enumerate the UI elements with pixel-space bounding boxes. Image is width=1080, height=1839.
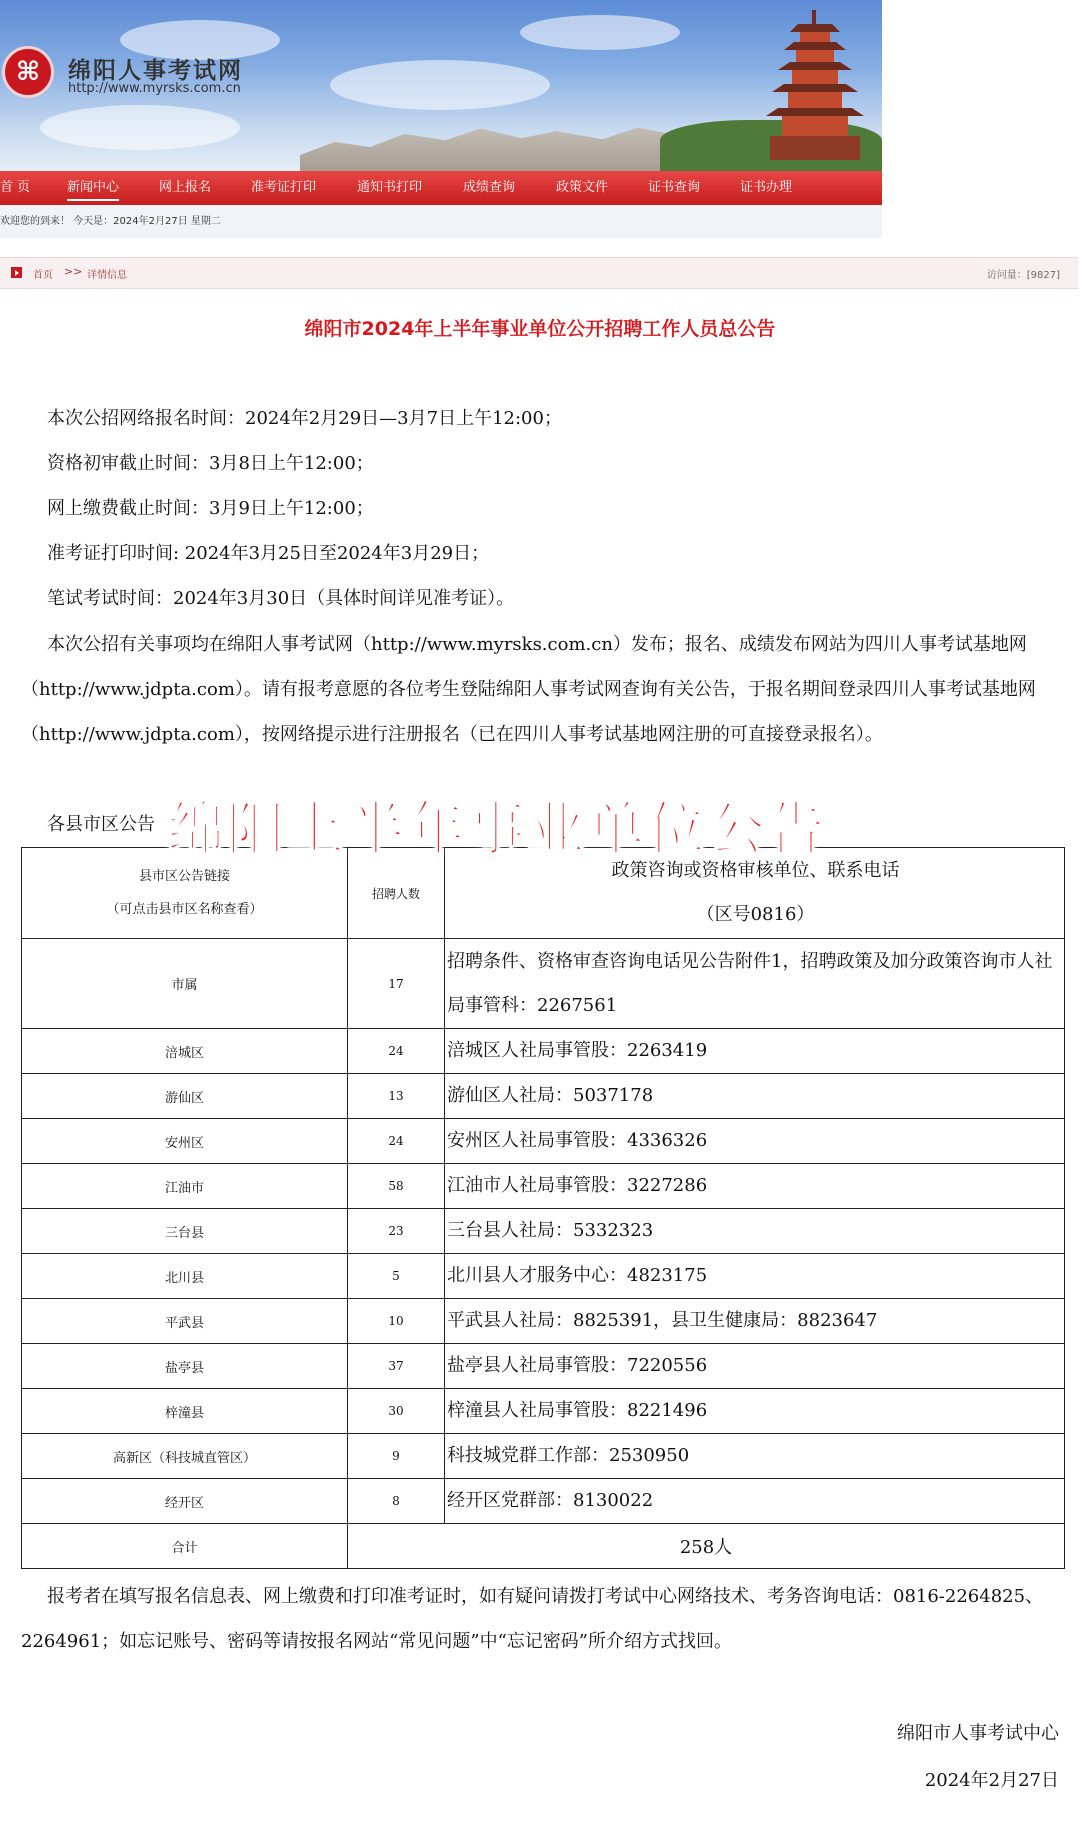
paragraph-help: 报考者在填写报名信息表、网上缴费和打印准考证时，如有疑问请拨打考试中心网络技术、考务咨询电话：0816-2264825、2264961；如忘记账号、密码等请按报名网站“常见问题”中“忘记密码”所介绍方式找回。 [21, 1586, 1044, 1652]
info-line-payment: 网上缴费截止时间：3月9日上午12:00； [47, 498, 374, 519]
nav-certificate-service[interactable]: 证书办理 [740, 180, 793, 195]
area-link[interactable]: 三台县 [22, 1209, 348, 1254]
nav-home[interactable]: 首 页 [0, 180, 31, 195]
paragraph-websites: 本次公招有关事项均在绵阳人事考试网（http://www.myrsks.com.cn）发布；报名、成绩发布网站为四川人事考试基地网（http://www.jdpta.com）。请有报考意愿的各位考生登陆绵阳人事考试网查询有关公告，于报名期间登录四川人事考试基地网（http://www.jdpta.com），按网络提示进行注册报名（已在四川人事考试基地网注册的可直接登录报名）。 [21, 634, 1036, 745]
breadcrumb-home[interactable]: 首页 [33, 270, 53, 281]
table-total-row [22, 1524, 1065, 1569]
area-link[interactable]: 梓潼县 [22, 1389, 348, 1434]
contact-info: 江油市人社局事管股：3227286 [445, 1164, 1065, 1209]
area-link[interactable]: 安州区 [22, 1119, 348, 1164]
table-row [22, 1164, 1065, 1209]
area-link[interactable]: 经开区 [22, 1479, 348, 1524]
info-line-exam: 笔试考试时间：2024年3月30日（具体时间详见准考证）。 [47, 588, 515, 609]
recruit-count: 30 [348, 1389, 445, 1434]
recruit-count: 24 [348, 1029, 445, 1074]
contact-info: 平武县人社局：8825391，县卫生健康局：8823647 [445, 1299, 1065, 1344]
breadcrumb-current: 详情信息 [87, 270, 127, 281]
area-link[interactable]: 江油市 [22, 1164, 348, 1209]
nav-admission-ticket[interactable]: 准考证打印 [251, 180, 317, 195]
article-title: 绵阳市2024年上半年事业单位公开招聘工作人员总公告 [304, 318, 776, 340]
contact-info: 经开区党群部：8130022 [445, 1479, 1065, 1524]
info-line-ticket: 准考证打印时间: 2024年3月25日至2024年3月29日； [47, 543, 490, 564]
recruit-count: 10 [348, 1299, 445, 1344]
contact-info: 梓潼县人社局事管股：8221496 [445, 1389, 1065, 1434]
site-title: 绵阳人事考试网 [68, 58, 243, 84]
contact-info: 三台县人社局：5332323 [445, 1209, 1065, 1254]
recruit-count: 17 [348, 939, 445, 1029]
publish-date: 2024年2月27日 [924, 1770, 1059, 1791]
area-link[interactable]: 盐亭县 [22, 1344, 348, 1389]
table-row [22, 1344, 1065, 1389]
recruit-count: 5 [348, 1254, 445, 1299]
recruit-count: 13 [348, 1074, 445, 1119]
table-row [22, 1209, 1065, 1254]
nav-score-query[interactable]: 成绩查询 [463, 180, 516, 195]
recruit-count: 23 [348, 1209, 445, 1254]
overlay-caption: 绵阳上半年事业单位公告 [167, 795, 828, 863]
nav-news[interactable]: 新闻中心 [67, 171, 119, 205]
table-header-count: 招聘人数 [348, 848, 445, 939]
welcome-bar: 欢迎您的到来！ 今天是：2024年2月27日 星期二 [0, 205, 882, 238]
total-value: 258人 [348, 1524, 1065, 1569]
info-line-registration: 本次公招网络报名时间：2024年2月29日—3月7日上午12:00； [47, 408, 562, 429]
visit-counter: 访问量：[9827] [986, 270, 1060, 281]
contact-info: 安州区人社局事管股：4336326 [445, 1119, 1065, 1164]
nav-certificate-query[interactable]: 证书查询 [648, 180, 701, 195]
site-url: http://www.myrsks.com.cn [68, 81, 241, 96]
recruit-count: 37 [348, 1344, 445, 1389]
signature: 绵阳市人事考试中心 [897, 1723, 1059, 1744]
contact-info: 科技城党群工作部：2530950 [445, 1434, 1065, 1479]
area-link[interactable]: 市属 [22, 939, 348, 1029]
pagoda-icon [760, 10, 870, 160]
contact-info: 招聘条件、资格审查咨询电话见公告附件1，招聘政策及加分政策咨询市人社局事管科：2267561 [445, 939, 1065, 1029]
recruit-count: 24 [348, 1119, 445, 1164]
area-link[interactable]: 涪城区 [22, 1029, 348, 1074]
recruit-count: 8 [348, 1479, 445, 1524]
table-row [22, 1119, 1065, 1164]
contact-info: 游仙区人社局：5037178 [445, 1074, 1065, 1119]
total-label: 合计 [22, 1524, 348, 1569]
table-row [22, 1479, 1065, 1524]
breadcrumb [0, 257, 1078, 289]
nav-online-registration[interactable]: 网上报名 [159, 180, 212, 195]
table-row [22, 1389, 1065, 1434]
table-row [22, 939, 1065, 1029]
area-link[interactable]: 高新区（科技城直管区） [22, 1434, 348, 1479]
area-link[interactable]: 北川县 [22, 1254, 348, 1299]
contact-info: 盐亭县人社局事管股：7220556 [445, 1344, 1065, 1389]
table-row [22, 1029, 1065, 1074]
site-header [0, 0, 882, 238]
table-header-contact: 政策咨询或资格审核单位、联系电话 （区号0816） [445, 848, 1065, 939]
paragraph-county-notices: 各县市区公告 [47, 814, 155, 835]
contact-info: 涪城区人社局事管股：2263419 [445, 1029, 1065, 1074]
recruit-count: 9 [348, 1434, 445, 1479]
recruitment-table [21, 847, 1065, 1569]
nav-policy-docs[interactable]: 政策文件 [556, 180, 609, 195]
area-link[interactable]: 游仙区 [22, 1074, 348, 1119]
site-logo[interactable]: ⌘ [2, 46, 54, 98]
nav-notice-print[interactable]: 通知书打印 [357, 180, 423, 195]
table-header-area: 县市区公告链接 （可点击县市区名称查看） [22, 848, 348, 939]
table-row [22, 1434, 1065, 1479]
contact-info: 北川县人才服务中心：4823175 [445, 1254, 1065, 1299]
table-row [22, 1254, 1065, 1299]
table-row [22, 1299, 1065, 1344]
banner-image [0, 0, 882, 171]
table-row [22, 1074, 1065, 1119]
breadcrumb-separator: >> [64, 265, 83, 278]
area-link[interactable]: 平武县 [22, 1299, 348, 1344]
arrow-icon [11, 267, 22, 278]
recruit-count: 58 [348, 1164, 445, 1209]
info-line-review: 资格初审截止时间：3月8日上午12:00； [47, 453, 374, 474]
main-nav [0, 171, 882, 205]
